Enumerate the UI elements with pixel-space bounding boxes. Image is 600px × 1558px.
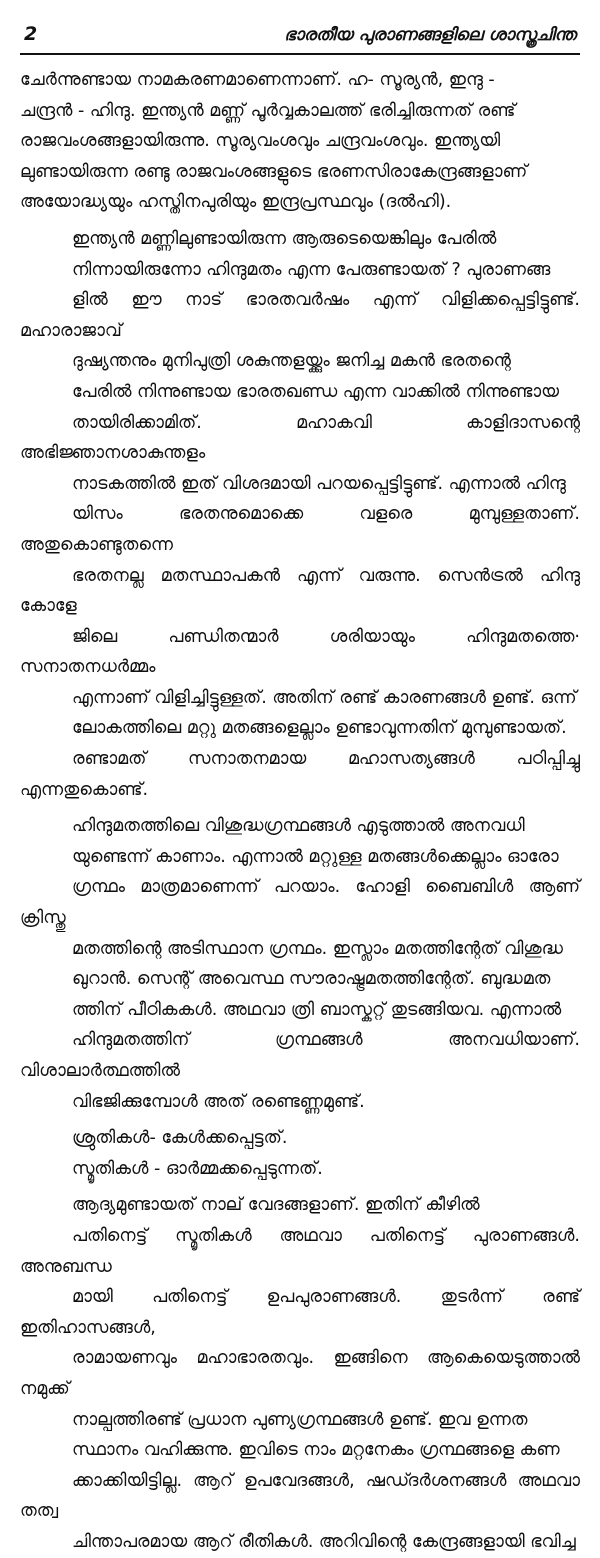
definition-list [20, 1123, 580, 1184]
text-line: ഹിന്ദുമതത്തിന് ഗ്രന്ഥങ്ങൾ അനവധിയാണ്. വിശാലാർത്ഥത്തിൽ [20, 1030, 580, 1081]
text-line: നിന്നായിരുന്നോ ഹിന്ദുമതം എന്ന പേരുണ്ടായത് ? പുരാണങ്ങ [72, 259, 551, 280]
running-title: ഭാരതീയ പുരാണങ്ങളിലെ ശാസ്ത്രചിന്ത [284, 25, 576, 45]
text-line: ക്കാക്കിയിട്ടില്ല. ആറ് ഉപവേദങ്ങൾ, ഷഡ്ദർശനങ്ങൾ അഥവാ തത്വ [20, 1470, 580, 1522]
text-line: മായി പതിനെട്ട് ഉപപുരാണങ്ങൾ. തുടർന്ന് രണ്ട് ഇതിഹാസങ്ങൾ, [20, 1287, 580, 1338]
paragraph [20, 811, 580, 1117]
text-line: രണ്ടാമത് സനാതനമായ മഹാസത്യങ്ങൾ പഠിപ്പിച്ചു എന്നതുകൊണ്ട്. [20, 749, 580, 800]
page-body [20, 65, 580, 1558]
text-line: അയോദ്ധ്യയും ഹസ്തിനപുരിയും ഇന്ദ്രപ്രസ്ഥവും (ദൽഹി). [20, 192, 452, 213]
text-line: രാജവംശങ്ങളായിരുന്നു. സൂര്യവംശവും ചന്ദ്രവംശവും. ഇന്ത്യയി [20, 131, 501, 152]
text-line: പതിനെട്ട് സ്മൃതികൾ അഥവാ പതിനെട്ട് പുരാണങ്ങൾ. അനുബന്ധ [20, 1225, 580, 1277]
text-line: യിസം ഭരതനുമൊക്കെ വളരെ മുമ്പുള്ളതാണ്. അതുകൊണ്ടുതന്നെ [20, 504, 580, 555]
definition-item: ശ്രുതികൾ- കേൾക്കപ്പെട്ടത്. [72, 1128, 288, 1149]
text-line: ഖുറാൻ. സെന്റ് അവെസ്ഥ സൗരാഷ്ട്രമതത്തിന്റേത്. ബുദ്ധമത [72, 969, 551, 990]
text-line: ഹിന്ദുമതത്തിലെ വിശുദ്ധഗ്രന്ഥങ്ങൾ എടുത്താൽ അനവധി [72, 816, 525, 837]
text-line: ഗ്രന്ഥം മാത്രമാണെന്ന് പറയാം. ഹോളി ബൈബിൾ ആണ് ക്രിസ്തു [20, 877, 580, 929]
text-line: രാമായണവും മഹാഭാരതവും. ഇങ്ങിനെ ആകെയെടുത്താൽ നമുക്ക് [20, 1348, 580, 1399]
paragraph [20, 224, 580, 805]
text-line: ദുഷ്യന്തനും മുനിപുത്രി ശകുന്തളയ്ക്കും ജനിച്ച മകൻ ഭരതന്റെ [72, 351, 511, 372]
text-line: ത്തിന് പീഠികകൾ. അഥവാ ത്രി ബാസ്കറ്റ് തുടങ്ങിയവ. എന്നാൽ [72, 999, 562, 1020]
text-line: ലുണ്ടായിരുന്ന രണ്ടു രാജവംശങ്ങളുടെ ഭരണസിരാകേന്ദ്രങ്ങളാണ് [20, 161, 528, 182]
text-line: സ്ഥാനം വഹിക്കുന്നു. ഇവിടെ നാം മറ്റനേകം ഗ്രന്ഥങ്ങളെ കണ [72, 1440, 560, 1461]
paragraph [20, 65, 580, 218]
text-line: യുണ്ടെന്ന് കാണാം. എന്നാൽ മറ്റുള്ള മതങ്ങൾക്കെല്ലാം ഓരോ [72, 846, 559, 867]
running-header [20, 22, 580, 55]
text-line: ചന്ദ്രൻ - ഹിന്ദു. ഇന്ത്യൻ മണ്ണ് പൂർവ്വകാലത്ത് ഭരിച്ചിരുന്നത് രണ്ട് [20, 100, 516, 121]
closing-paragraph [20, 1190, 580, 1557]
text-line: ചിന്താപരമായ ആറ് രീതികൾ. അറിവിന്റെ കേന്ദ്രങ്ങളായി ഭവിച്ച [72, 1531, 576, 1552]
text-line: ലോകത്തിലെ മറ്റു മതങ്ങളെല്ലാം ഉണ്ടാവുന്നതിന് മുമ്പുണ്ടായത്. [72, 718, 567, 739]
text-line: നാല്പത്തിരണ്ട് പ്രധാന പുണ്യഗ്രന്ഥങ്ങൾ ഉണ്ട്. ഇവ ഉന്നത [72, 1409, 528, 1430]
text-line: ചേർന്നുണ്ടായ നാമകരണമാണെന്നാണ്. ഹ- സൂര്യൻ, ഇന്ദു - [20, 70, 495, 90]
definition-item: സ്മൃതികൾ - ഓർമ്മക്കപ്പെടുന്നത്. [72, 1158, 323, 1179]
text-line: ജിലെ പണ്ഡിതന്മാർ ശരിയായും ഹിന്ദുമതത്തെ· സനാതനധർമ്മം [20, 626, 580, 678]
text-line: ഭരതനല്ല മതസ്ഥാപകൻ എന്ന് വരുന്നു. സെൻട്രൽ ഹിന്ദു കോളേ [20, 565, 580, 617]
text-line: നാടകത്തിൽ ഇത് വിശദമായി പറയപ്പെട്ടിട്ടുണ്ട്. എന്നാൽ ഹിന്ദു [72, 473, 566, 494]
text-line: തായിരിക്കാമിത്. മഹാകവി കാളിദാസന്റെ അഭിജ്ഞാനശാകുന്തളം [20, 412, 580, 464]
text-line: ളിൽ ഈ നാട് ഭാരതവർഷം എന്ന് വിളിക്കപ്പെട്ടിട്ടുണ്ട്. മഹാരാജാവ് [20, 290, 580, 341]
text-line: എന്നാണ് വിളിച്ചിട്ടുള്ളത്. അതിന് രണ്ട് കാരണങ്ങൾ ഉണ്ട്. ഒന്ന് [72, 687, 577, 708]
page-number: 2 [24, 23, 38, 45]
paragraph-group [20, 65, 580, 1117]
text-line: ആദ്യമുണ്ടായത് നാല് വേദങ്ങളാണ്. ഇതിന് കീഴിൽ [72, 1195, 480, 1216]
text-line: പേരിൽ നിന്നുണ്ടായ ഭാരതഖണ്ഡ എന്ന വാക്കിൽ നിന്നുണ്ടായ [72, 381, 560, 402]
text-line: മതത്തിന്റെ അടിസ്ഥാന ഗ്രന്ഥം. ഇസ്ലാം മതത്തിന്റേത് വിശുദ്ധ [72, 938, 563, 959]
text-line: വിഭജിക്കുമ്പോൾ അത് രണ്ടെണ്ണമുണ്ട്. [72, 1091, 365, 1112]
text-line: ഇന്ത്യൻ മണ്ണിലുണ്ടായിരുന്ന ആരുടെയെങ്കിലും പേരിൽ [72, 228, 497, 249]
